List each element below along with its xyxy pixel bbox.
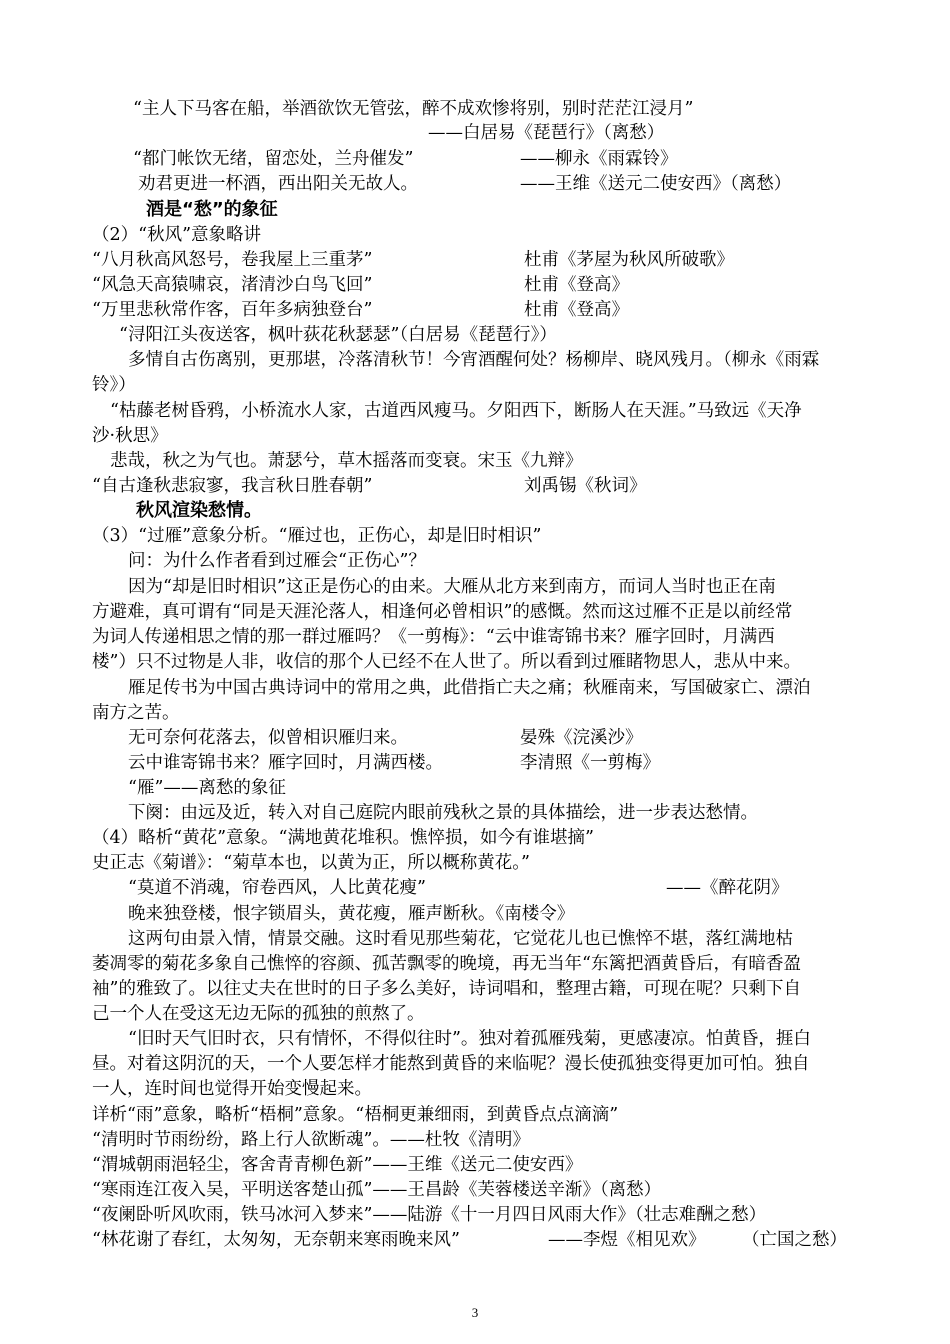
section-heading: 酒是“愁”的象征 [146,199,278,220]
text-line: 悲哉，秋之为气也。萧瑟兮，草木摇落而变衰。宋玉《九辩》 [110,451,583,471]
text-line: ——白居易《琵琶行》（离愁） [428,123,665,143]
text-line: 萎凋零的菊花多象自己憔悴的容颜、孤苦飘零的晚境，再无当年“东篱把酒黄昏后，有暗香盈 [92,954,801,974]
text-line: 晚来独登楼，恨字锁眉头，黄花瘦，雁声断秋。《南楼令》 [128,904,575,924]
text-line: 南方之苦。 [92,703,180,723]
text-line: “浔阳江头夜送客，枫叶荻花秋瑟瑟”（白居易《琵琶行》） [119,325,557,345]
text-line: 杜甫《登高》 [524,275,629,295]
text-line: 己一个人在受这无边无际的孤独的煎熬了。 [92,1004,425,1024]
text-line: 劝君更进一杯酒，西出阳关无故人。 [138,174,418,194]
text-line: ——李煜《相见欢》 [548,1230,706,1250]
text-line: “渭城朝雨浥轻尘，客舍青青柳色新”——王维《送元二使安西》 [92,1155,583,1175]
text-line: 袖”的雅致了。以往丈夫在世时的日子多么美好，诗词唱和，整理古籍，可现在呢？只剩下自 [92,979,801,999]
text-line: 为词人传递相思之情的那一群过雁吗？《一剪梅》：“云中谁寄锦书来？雁字回时，月满西 [92,627,775,647]
text-line: 下阕：由远及近，转入对自己庭院内眼前残秋之景的具体描绘，进一步表达愁情。 [128,803,758,823]
text-line: 李清照《一剪梅》 [520,753,660,773]
text-line: “雁”——离愁的象征 [128,778,286,798]
text-line: “林花谢了春红，太匆匆，无奈朝来寒雨晚来风” [92,1230,460,1250]
text-line: 史正志《菊谱》：“菊草本也，以黄为正，所以概称黄花。” [92,853,530,873]
text-line: “寒雨连江夜入吴，平明送客楚山孤”——王昌龄《芙蓉楼送辛渐》（离愁） [92,1180,662,1200]
text-line: （2）“秋风”意象略讲 [92,225,262,245]
text-line: 楼”）只不过物是人非，收信的那个人已经不在人世了。所以看到过雁睹物思人，悲从中来。 [92,652,801,672]
text-line: 一人，连时间也觉得开始变慢起来。 [92,1079,372,1099]
text-line: “夜阑卧听风吹雨，铁马冰河入梦来”——陆游《十一月四日风雨大作》（壮志难酬之愁） [92,1205,767,1225]
text-line: 问：为什么作者看到过雁会“正伤心”？ [128,551,426,571]
text-line: 杜甫《登高》 [524,300,629,320]
text-line: ——王维《送元二使安西》（离愁） [520,174,792,194]
section-heading: 秋风渲染愁情。 [136,500,262,521]
text-line: “枯藤老树昏鸦，小桥流水人家，古道西风瘦马。夕阳西下，断肠人在天涯。”马致远《天净 [110,401,802,421]
text-line: （4）略析“黄花”意象。“满地黄花堆积。憔悴损，如今有谁堪摘” [92,828,594,848]
text-line: 昼。对着这阴沉的天，一个人要怎样才能熬到黄昏的来临呢？漫长使孤独变得更加可怕。独自 [92,1054,810,1074]
text-line: 雁足传书为中国古典诗词中的常用之典，此借指亡夫之痛；秋雁南来，写国破家亡、漂泊 [128,678,811,698]
text-line: 刘禹锡《秋词》 [524,476,647,496]
text-line: 方避难，真可谓有“同是天涯沦落人，相逢何必曾相识”的感慨。然而这过雁不正是以前经常 [92,602,793,622]
text-line: ——《醉花阴》 [666,878,789,898]
text-line: ——柳永《雨霖铃》 [520,149,678,169]
page-number: 3 [471,1305,479,1320]
text-line: （亡国之愁） [742,1230,847,1250]
text-line: “自古逢秋悲寂寥，我言秋日胜春朝” [92,476,373,496]
text-line: 晏殊《浣溪沙》 [520,728,643,748]
text-line: 这两句由景入情，情景交融。这时看见那些菊花，它觉花儿也已憔悴不堪，落红满地枯 [128,929,793,949]
text-line: 云中谁寄锦书来？雁字回时，月满西楼。 [128,753,443,773]
text-line: 杜甫《茅屋为秋风所破歌》 [524,250,734,270]
text-line: “万里悲秋常作客，百年多病独登台” [92,300,373,320]
text-line: 多情自古伤离别，更那堪，冷落清秋节！今宵酒醒何处？杨柳岸、晓风残月。（柳永《雨霖 [128,350,820,370]
text-line: “都门帐饮无绪，留恋处，兰舟催发” [133,149,414,169]
text-line: “风急天高猿啸哀，渚清沙白鸟飞回” [92,275,373,295]
text-line: 铃》） [92,375,136,395]
text-line: 因为“却是旧时相识”这正是伤心的由来。大雁从北方来到南方，而词人当时也正在南 [128,577,776,597]
text-line: “八月秋高风怒号，卷我屋上三重茅” [92,250,373,270]
text-line: 沙·秋思》 [92,426,168,446]
text-line: “清明时节雨纷纷，路上行人欲断魂”。——杜牧《清明》 [92,1130,530,1150]
text-line: “主人下马客在船，举酒欲饮无管弦，醉不成欢惨将别，别时茫茫江浸月” [133,99,694,119]
text-line: 详析“雨”意象，略析“梧桐”意象。“梧桐更兼细雨，到黄昏点点滴滴” [92,1105,619,1125]
text-line: “莫道不消魂，帘卷西风，人比黄花瘦” [128,878,426,898]
text-line: 无可奈何花落去，似曾相识雁归来。 [128,728,408,748]
text-line: （3）“过雁”意象分析。“雁过也，正伤心，却是旧时相识” [92,526,542,546]
text-line: “旧时天气旧时衣，只有情怀，不得似往时”。独对着孤雁残菊，更感凄凉。怕黄昏，捱白 [128,1029,811,1049]
